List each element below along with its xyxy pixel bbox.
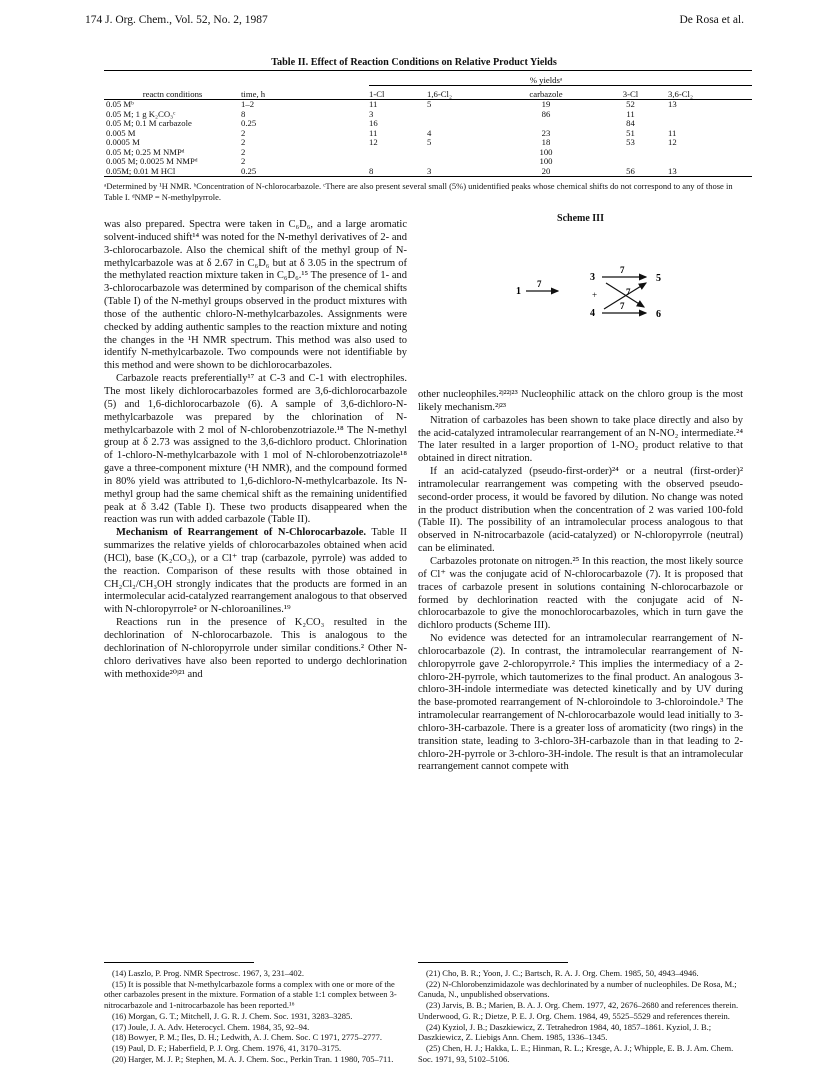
- footnote: (25) Chen, H. J.; Hakka, L. E.; Hinman, R. L.; Kresge, A. J.; Whipple, E. B. J. Am. Chem. Soc. 1971, 93, 5102–5106.: [418, 1042, 734, 1064]
- table-cell: 56: [593, 167, 668, 177]
- journal-citation: 174 J. Org. Chem., Vol. 52, No. 2, 1987: [85, 14, 268, 26]
- table-cell: 3: [427, 167, 499, 177]
- reagent-label: 7: [620, 301, 625, 311]
- table-cell: [668, 157, 752, 167]
- compound-5-label: 5: [656, 273, 661, 284]
- table-cell: 2: [241, 156, 246, 166]
- table-caption: Table II. Effect of Reaction Conditions on Relative Product Yields: [271, 57, 557, 68]
- table-cell: 3: [369, 108, 374, 119]
- paragraph: If an acid-catalyzed (pseudo-first-order)²⁴ or a neutral (first-order)² intramolecular rearrangement was competing with the observed pseudo-second-order process, it would be favored by dilution. No change was noted in the product distribution when the concentration of 2 was varied 100-fold (Table II). The possibility of an intramolecular process analogous to that observed in N-nitrocarbazole (acid-catalyzed) or N-chloropyrrole (neutral) can be eliminated.: [418, 466, 743, 555]
- table-cell: 18: [541, 137, 551, 147]
- table-row: [104, 138, 752, 148]
- footnote: (17) Joule, J. A. Adv. Heterocycl. Chem. 1984, 35, 92–94.: [112, 1021, 310, 1032]
- table-cell: 11: [626, 108, 635, 119]
- footnote: (22) N-Chlorobenzimidazole was dechlorinated by a number of nucleophiles. De Rosa, M.; Canuda, N., unpublished observations.: [418, 978, 737, 1000]
- column-header: carbazole: [499, 86, 593, 100]
- table-footnote: ᵃDetermined by ¹H NMR. ᵇConcentration of N-chlorocarbazole. ᶜThere are also present several small (5%) unidentified peaks whose chemical shifts do not correspond to any of those in Table I. ᵈNMP = N-methylpyrrole.: [104, 181, 733, 202]
- table-cell: 2: [241, 127, 246, 138]
- footnote-rule: [104, 962, 254, 963]
- table-cell: 11: [668, 127, 677, 138]
- column-header: 3-Cl: [593, 86, 668, 100]
- paragraph: [104, 527, 407, 617]
- table-cell: 0.05 Mᵇ: [106, 99, 134, 109]
- footnote: (14) Laszlo, P. Prog. NMR Spectrosc. 1967, 3, 231–402.: [112, 968, 304, 978]
- right-column: [418, 389, 743, 774]
- table-row: [104, 110, 752, 120]
- compound-6-label: 6: [656, 309, 661, 320]
- table-cell: 84: [626, 118, 635, 128]
- table-cell: 4: [427, 127, 432, 138]
- table-cell: 0.05 M; 0.1 M carbazole: [106, 118, 192, 128]
- table-header-row-2: [104, 86, 752, 100]
- arrow: [606, 283, 644, 307]
- paragraph: other nucleophiles.²ʲ²²ʲ²³ Nucleophilic attack on the chloro group is the most likely mechanism.²ʲ²³: [418, 389, 743, 413]
- compound-3-label: 3: [590, 272, 595, 283]
- table-row: [104, 100, 752, 110]
- table-cell: [369, 148, 427, 158]
- table-cell: [668, 110, 752, 120]
- authors: De Rosa et al.: [679, 14, 744, 26]
- paragraph: was also prepared. Spectra were taken in C₆D₆, and a large aromatic solvent-induced shift¹⁴ was noted for the N-methyl derivatives of 2- and 3-chlorocarbazole. Also the chemical shift of the methyl group of N-methylcarbazole was at δ 2.67 in C₆D₆ but at δ 3.05 in the spectrum of the methylated reaction mixture taken in C₆D₆.¹⁵ The presence of 1- and 3-chlorocarbazole was determined by comparison of the chemical shifts (Table I) of the N-methyl groups observed in the product mixtures with those of the authentic chloro-N-methylcarbazoles. Assignments were checked by adding authentic samples to the reaction mixture and noting the changes in the ¹H NMR spectrum. This method was also used to identify N-methylcarbazole. Two compounds were not identifiable by this method and were shown to be dichlorocarbazoles.: [104, 219, 407, 372]
- footnote: (24) Kyziol, J. B.; Daszkiewicz, Z. Tetrahedron 1984, 40, 1857–1861. Kyziol, J. B.; Daszkiewicz, Z. Liebigs Ann. Chem. 1985, 1336–1345.: [418, 1021, 712, 1043]
- table-cell: 53: [626, 137, 635, 147]
- table-cell: [668, 148, 752, 158]
- table-cell: 52: [626, 99, 635, 109]
- table-cell: 100: [539, 156, 553, 166]
- column-header: reactn conditions: [104, 86, 241, 100]
- column-header: time, h: [241, 86, 369, 100]
- plus-sign: +: [592, 290, 598, 300]
- left-column: [104, 219, 407, 681]
- paragraph-text: Table II summarizes the relative yields of chlorocarbazoles obtained when acid (HCl), base (K₂CO₃), or a Cl⁺ trap (carbazole, pyrrole) was added to the reaction. Comparison of these results with those obtained in CH₂Cl₂/CH₃OH strongly indicates that the products are formed in an intermolecular acid-catalyzed rearrangement analogous to that observed with N-chloropyrrole² or N-chloroanilines.¹⁹: [104, 527, 408, 616]
- table-cell: [427, 110, 499, 120]
- table-cell: 0.25: [241, 167, 369, 177]
- table-cell: 51: [626, 127, 635, 138]
- table-cell: 1–2: [241, 99, 255, 109]
- table-cell: 8: [369, 167, 427, 177]
- paragraph: Carbazole reacts preferentially¹⁷ at C-3 and C-1 with electrophiles. The most likely dichlorocarbazoles formed are 3,6-dichlorocarbazole (5) and 1,6-dichlorocarbazole (6). A sample of 3,6-dichloro-N-methylcarbazole was prepared by the chlorination of N-methylcarbazole with 2 mol of N-chlorobenzotriazole.¹⁸ The N-methyl group at δ 2.73 was assigned to the 3,6-dichloro product. Chlorination of 1-chloro-N-methylcarbazole with 1 mol of N-chlorobenzotriazole¹⁸ gave a three-component mixture (¹H NMR), and the compound formed in 80% yield was attributed to 1,6-dichloro-N-methylcarbazole. Its N-methyl group had the same chemical shift as the remaining unidentified peak at δ 3.42 (Table I). These two products disappeared when the reaction was run with added carbazole (Table II).: [104, 373, 407, 526]
- scheme-iii: [418, 213, 743, 383]
- table-cell: 12: [369, 137, 378, 147]
- reagent-label: 7: [620, 265, 625, 275]
- table-cell: 16: [369, 118, 378, 128]
- table-cell: 0.05M; 0.01 M HCl: [104, 167, 241, 177]
- table-cell: 0.005 M: [106, 127, 136, 138]
- table-cell: 23: [541, 127, 551, 138]
- footnote: (20) Harger, M. J. P.; Stephen, M. A. J. Chem. Soc., Perkin Tran. 1 1980, 705–711.: [112, 1053, 394, 1064]
- arrow: [604, 283, 646, 309]
- footnote: (18) Bowyer, P. M.; Iles, D. H.; Ledwith, A. J. Chem. Soc. C 1971, 2775–2777.: [112, 1032, 382, 1043]
- scheme-diagram: [418, 227, 743, 327]
- column-header: 1,6-Cl₂: [427, 86, 499, 100]
- footnote: (16) Morgan, G. T.; Mitchell, J. G. R. J. Chem. Soc. 1931, 3283–3285.: [112, 1010, 353, 1021]
- yields-group-header: % yieldsᵃ: [499, 71, 593, 86]
- table-cell: 19: [541, 99, 551, 109]
- table-row: [104, 148, 752, 158]
- footnote: (19) Paul, D. F.; Haberfield, P. J. Org. Chem. 1976, 41, 3170–3175.: [112, 1042, 342, 1053]
- table-cell: 0.05 M; 0.25 M NMPᵈ: [106, 146, 185, 157]
- footnote-rule: [418, 962, 568, 963]
- scheme-title: Scheme III: [557, 213, 604, 224]
- paragraph: Carbazoles protonate on nitrogen.²⁵ In this reaction, the most likely source of Cl⁺ was the conjugate acid of N-chlorocarbazole (7). It is proposed that traces of carbazole present in solutions containing N-chlorocarbazole or formed by dechlorination reacted with the conjugate acid of N-chlorocarbazole to give the monochlorocarbazoles, which in turn gave the dichloro products (Scheme III).: [418, 555, 743, 632]
- table-cell: 11: [369, 99, 378, 109]
- footnote: (23) Jarvis, B. B.; Marien, B. A. J. Org. Chem. 1977, 42, 2676–2680 and references therein. Underwood, G. R.; Dietze, P. E. J. Org. Chem. 1984, 49, 5525–5529 and references therein.: [418, 1000, 739, 1021]
- paragraph: Reactions run in the presence of K₂CO₃ resulted in the dechlorination of N-chlorocarbazole. This is analogous to the dechlorination of N-chloropyrrole under similar conditions.² Other N-chloro derivatives have also been reported to undergo dechlorination with methoxide²⁰ʲ²¹ and: [104, 617, 407, 680]
- table-cell: 8: [241, 108, 246, 119]
- reagent-label: 7: [626, 287, 631, 297]
- column-header: 3,6-Cl₂: [668, 86, 752, 100]
- footnotes-right: [418, 968, 743, 1064]
- yields-table: [104, 70, 752, 177]
- table-cell: 13: [668, 99, 677, 109]
- table-cell: 86: [541, 108, 551, 119]
- footnote: (15) It is possible that N-methylcarbazole forms a complex with one or more of the other carbazoles present in the mixture. Formation of a stable 1:1 complex between 3-nitrocarbazole and 1-nitrocarbazole has been reported.¹⁶: [104, 978, 397, 1011]
- table-cell: 5: [427, 137, 432, 147]
- table-cell: 2: [241, 137, 246, 147]
- table-header-row-1: [104, 71, 752, 86]
- table-body: [104, 100, 752, 177]
- table-cell: [369, 157, 427, 167]
- table-cell: [427, 157, 499, 167]
- table-cell: 2: [241, 146, 246, 157]
- column-header: 1-Cl: [369, 86, 427, 100]
- compound-4-label: 4: [590, 308, 595, 319]
- table-cell: [427, 148, 499, 158]
- table-cell: 0.25: [241, 118, 257, 128]
- table-cell: 20: [499, 167, 593, 177]
- reagent-label: 7: [537, 279, 542, 289]
- table-row: [104, 167, 752, 177]
- table-cell: 12: [668, 137, 677, 147]
- footnote: (21) Cho, B. R.; Yoon, J. C.; Bartsch, R. A. J. Org. Chem. 1985, 50, 4943–4946.: [426, 968, 699, 978]
- section-heading: Mechanism of Rearrangement of N-Chlorocarbazole.: [116, 527, 367, 539]
- table-cell: 13: [668, 167, 752, 177]
- table-cell: [668, 119, 752, 129]
- running-header: [85, 14, 744, 30]
- footnotes-left: [104, 968, 407, 1064]
- table-cell: 100: [539, 146, 553, 157]
- table-cell: 0.0005 M: [106, 137, 140, 147]
- table-cell: 5: [427, 99, 432, 109]
- table-cell: 0.05 M; 1 g K₂CO₃ᶜ: [106, 108, 176, 119]
- table-cell: 11: [369, 127, 378, 138]
- table-cell: [427, 119, 499, 129]
- paragraph: Nitration of carbazoles has been shown to take place directly and also by the acid-catalyzed intramolecular rearrangement of an N-NO₂ intermediate.²⁴ The later resulted in a larger proportion of 1-NO₂ product relative to that obtained in direct nitration.: [418, 414, 743, 465]
- paragraph: No evidence was detected for an intramolecular rearrangement of N-chlorocarbazole (2). In contrast, the intramolecular rearrangement of N-chloropyrrole gave 2-chloropyrrole.² This implies the intermediacy of a 2-chloro-2H-pyrrole, which tautomerizes to the final product. An analogous 3-chloro-3H-indole intermediate was detected kinetically and by UV during the base-promoted rearrangement of N-chloroindole to 3-chloroindole.³ The intramolecular rearrangement of N-chlorocarbazole would lead initially to 3-chloro-3H-carbazole. There is a greater loss of aromaticity (two rings) in the transition state, leading to 3-chloro-3H-carbazole than in that leading to 2-chloro-2H-pyrrole or 3-chloro-3H-indole. The result is that an intramolecular rearrangement cannot compete with: [418, 633, 743, 773]
- compound-1-label: 1: [516, 286, 521, 297]
- table-cell: [593, 148, 668, 158]
- table-cell: 0.005 M; 0.0025 M NMPᵈ: [106, 156, 198, 166]
